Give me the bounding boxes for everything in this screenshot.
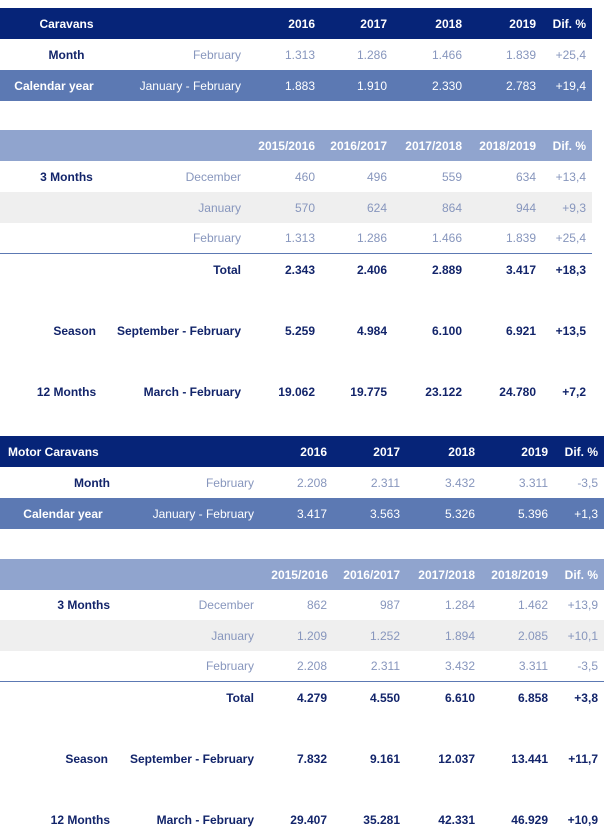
value-cell: 1.462 [517,597,548,612]
value-cell: 3.563 [369,506,400,521]
value-cell: 1.839 [505,47,536,62]
row-period: January - February [152,506,254,521]
dif-cell: +1,3 [574,506,598,521]
value-cell: 1.466 [431,47,462,62]
three-months-label: 3 Months [40,169,93,184]
caravans-title: Caravans [39,16,94,31]
row-period: February [205,475,254,490]
motor-month-row [0,467,604,498]
col-header-2015-2016: 2015/2016 [258,138,315,153]
value-cell: 2.783 [505,78,536,93]
value-cell: 1.466 [431,231,462,245]
col-header-2015-2016: 2015/2016 [271,567,328,582]
value-cell: 2.311 [370,475,400,490]
dif-cell: +19,4 [555,78,586,93]
value-cell: 6.100 [431,323,462,338]
value-cell: 2.311 [370,659,400,673]
motor-title: Motor Caravans [8,444,99,459]
row-label: 12 Months [50,812,110,827]
value-cell: 3.432 [444,475,475,490]
row-period: December [185,169,241,184]
three-months-label: 3 Months [57,597,110,612]
value-cell: 987 [379,597,400,612]
dif-cell: +25,4 [555,231,586,245]
value-cell: 1.252 [369,628,400,643]
motor-february-row [0,651,604,682]
caravans-season-row [0,315,592,346]
value-cell: 35.281 [363,812,400,827]
col-header-2018: 2018 [448,444,475,459]
col-header-2019: 2019 [521,444,548,459]
caravans-twelve-months-row [0,376,592,407]
value-cell: 6.921 [505,323,536,338]
value-cell: 2.208 [296,475,327,490]
row-label: 12 Months [36,384,97,399]
value-cell: 3.311 [518,659,548,673]
value-cell: 570 [294,200,315,215]
row-period: March - February [156,812,254,827]
value-cell: 1.286 [356,47,387,62]
value-cell: 1.313 [284,231,315,245]
value-cell: 944 [515,200,536,215]
value-cell: 2.208 [296,659,327,673]
value-cell: 3.417 [296,506,327,521]
col-header-2016: 2016 [288,16,315,31]
value-cell: 624 [366,200,387,215]
value-cell: 4.550 [369,690,400,705]
dif-cell: +10,9 [567,812,598,827]
motor-seasonal-header-row [0,559,604,590]
dif-cell: +3,8 [574,690,598,705]
dif-cell: +13,9 [567,597,598,612]
value-cell: 1.894 [444,628,475,643]
row-label: Calendar year [14,78,94,93]
col-header-dif: Dif. % [552,16,586,31]
row-label: Month [74,475,110,490]
value-cell: 2.889 [431,262,462,277]
col-header-2018-2019: 2018/2019 [491,567,548,582]
motor-total-row [0,682,604,713]
dif-cell: +10,1 [567,628,598,643]
col-header-2016-2017: 2016/2017 [343,567,400,582]
value-cell: 3.432 [444,659,475,673]
value-cell: 19.775 [350,384,387,399]
row-period: February [192,231,241,245]
total-label: Total [213,262,241,277]
value-cell: 29.407 [290,812,327,827]
dif-cell: +11,7 [568,751,598,766]
value-cell: 864 [441,200,462,215]
col-header-2017: 2017 [373,444,400,459]
col-header-2019: 2019 [509,16,536,31]
dif-cell: +25,4 [555,47,586,62]
row-period: January [198,200,241,215]
row-period: February [205,659,254,673]
caravans-header-row [0,8,592,39]
value-cell: 1.209 [296,628,327,643]
caravans-seasonal-header-row [0,130,592,161]
value-cell: 23.122 [425,384,462,399]
value-cell: 42.331 [438,812,475,827]
caravans-december-row [0,161,592,192]
value-cell: 496 [366,169,387,184]
value-cell: 2.085 [517,628,548,643]
value-cell: 5.259 [284,323,315,338]
motor-header-row [0,436,604,467]
value-cell: 5.326 [444,506,475,521]
dif-cell: +13,5 [555,323,586,338]
col-header-dif: Dif. % [564,444,598,459]
col-header-2018: 2018 [435,16,462,31]
row-label: Season [53,323,96,338]
row-period: September - February [116,323,241,338]
value-cell: 1.910 [356,78,387,93]
col-header-2018-2019: 2018/2019 [479,138,536,153]
value-cell: 19.062 [278,384,315,399]
col-header-2016: 2016 [300,444,327,459]
value-cell: 12.037 [438,751,475,766]
value-cell: 2.406 [356,262,387,277]
value-cell: 1.284 [444,597,475,612]
value-cell: 3.311 [518,475,548,490]
value-cell: 1.286 [356,231,387,245]
row-period: September - February [129,751,254,766]
value-cell: 13.441 [511,751,548,766]
col-header-2017: 2017 [360,16,387,31]
value-cell: 2.330 [431,78,462,93]
value-cell: 460 [294,169,315,184]
row-period: January [211,628,254,643]
total-label: Total [226,690,254,705]
dif-cell: +9,3 [562,200,586,215]
caravans-january-row [0,192,592,223]
col-header-dif: Dif. % [552,138,586,153]
value-cell: 46.929 [511,812,548,827]
dif-cell: -3,5 [577,659,598,673]
value-cell: 9.161 [369,751,400,766]
caravans-february-row [0,223,592,254]
motor-twelve-months-row [0,804,604,835]
col-header-dif: Dif. % [564,567,598,582]
col-header-2016-2017: 2016/2017 [330,138,387,153]
caravans-month-row [0,39,592,70]
dif-cell: +7,2 [562,384,586,399]
value-cell: 1.313 [284,47,315,62]
dif-cell: +13,4 [555,169,586,184]
value-cell: 7.832 [296,751,327,766]
value-cell: 862 [306,597,327,612]
dif-cell: +18,3 [555,262,586,277]
row-period: February [192,47,241,62]
caravans-total-row [0,254,592,285]
col-header-2017-2018: 2017/2018 [418,567,475,582]
value-cell: 6.610 [444,690,475,705]
value-cell: 634 [515,169,536,184]
value-cell: 4.984 [356,323,387,338]
motor-december-row [0,589,604,620]
col-header-2017-2018: 2017/2018 [405,138,462,153]
row-period: December [198,597,254,612]
value-cell: 4.279 [296,690,327,705]
row-period: January - February [139,78,241,93]
value-cell: 1.883 [284,78,315,93]
value-cell: 6.858 [517,690,548,705]
value-cell: 3.417 [505,262,536,277]
value-cell: 5.396 [517,506,548,521]
value-cell: 1.839 [505,231,536,245]
row-label: Month [48,47,85,62]
motor-season-row [0,743,604,774]
caravans-calendar-row [0,70,592,101]
row-label: Season [65,751,108,766]
value-cell: 559 [441,169,462,184]
motor-calendar-row [0,498,604,529]
value-cell: 24.780 [499,384,536,399]
value-cell: 2.343 [284,262,315,277]
motor-january-row [0,620,604,651]
row-label: Calendar year [23,506,103,521]
row-period: March - February [143,384,241,399]
dif-cell: -3,5 [577,475,598,490]
